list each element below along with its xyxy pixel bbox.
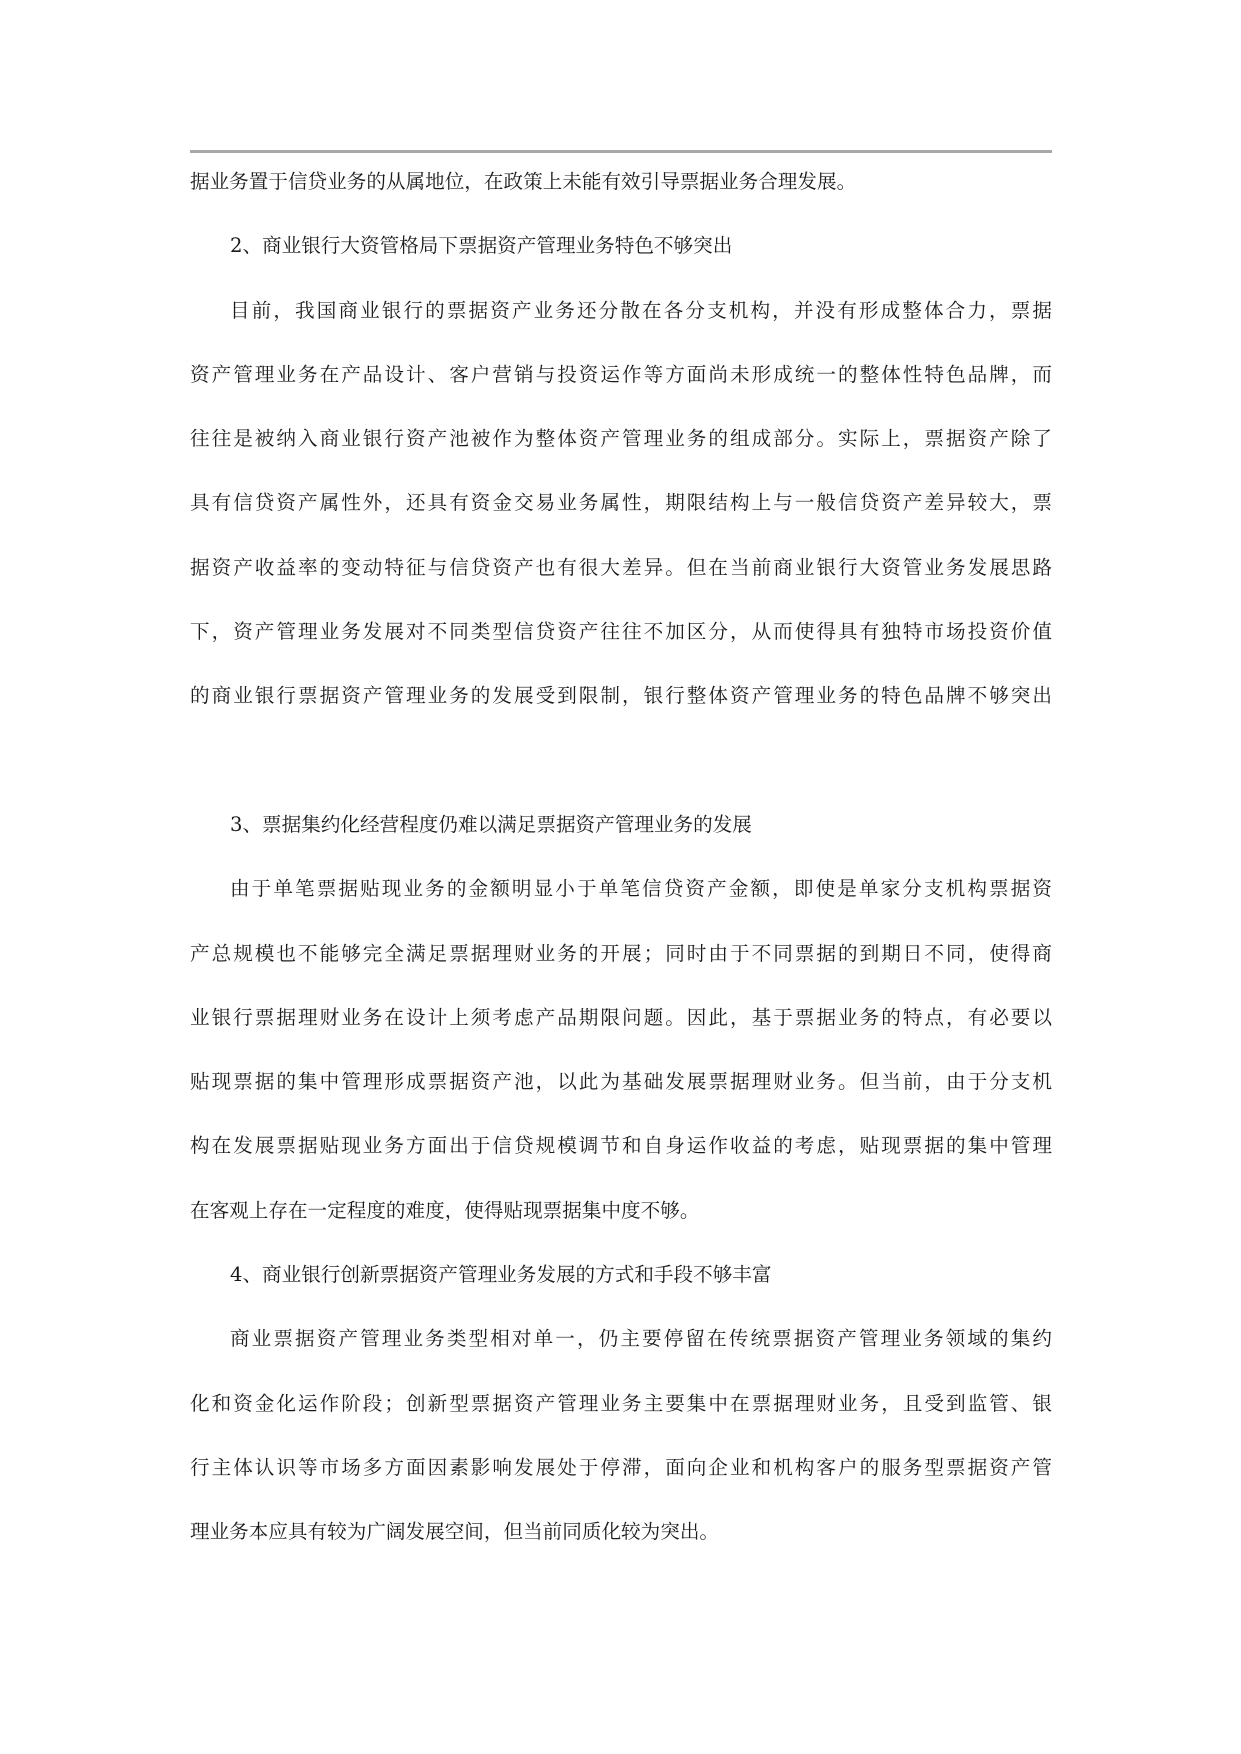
paragraph-line: 往往是被纳入商业银行资产池被作为整体资产管理业务的组成部分。实际上，票据资产除了 — [190, 427, 1052, 451]
section-heading-3: 3、票据集约化经营程度仍难以满足票据资产管理业务的发展 — [230, 812, 752, 836]
paragraph-line: 贴现票据的集中管理形成票据资产池，以此为基础发展票据理财业务。但当前，由于分支机 — [190, 1070, 1052, 1094]
paragraph-line: 的商业银行票据资产管理业务的发展受到限制，银行整体资产管理业务的特色品牌不够突出 — [190, 684, 1052, 708]
paragraph-line: 据业务置于信贷业务的从属地位，在政策上未能有效引导票据业务合理发展。 — [190, 170, 857, 193]
paragraph-line: 化和资金化运作阶段；创新型票据资产管理业务主要集中在票据理财业务，且受到监管、银 — [190, 1391, 1052, 1415]
paragraph-line: 在客观上存在一定程度的难度，使得贴现票据集中度不够。 — [190, 1198, 700, 1222]
body-text — [190, 163, 1052, 1578]
paragraph-line: 构在发展票据贴现业务方面出于信贷规模调节和自身运作收益的考虑，贴现票据的集中管理 — [190, 1134, 1052, 1158]
paragraph-line: 据资产收益率的变动特征与信贷资产也有很大差异。但在当前商业银行大资管业务发展思路 — [190, 555, 1052, 579]
paragraph-line: 由于单笔票据贴现业务的金额明显小于单笔信贷资产金额，即使是单家分支机构票据资 — [230, 877, 1052, 901]
section-heading-2: 2、商业银行大资管格局下票据资产管理业务特色不够突出 — [230, 234, 733, 258]
section-heading-4: 4、商业银行创新票据资产管理业务发展的方式和手段不够丰富 — [230, 1263, 772, 1287]
paragraph-line: 下，资产管理业务发展对不同类型信贷资产往往不加区分，从而使得具有独特市场投资价值 — [190, 620, 1052, 644]
header-rule — [190, 150, 1052, 153]
paragraph-line: 资产管理业务在产品设计、客户营销与投资运作等方面尚未形成统一的整体性特色品牌，而 — [190, 362, 1052, 386]
paragraph-line: 理业务本应具有较为广阔发展空间，但当前同质化较为突出。 — [190, 1520, 720, 1544]
paragraph-line: 具有信贷资产属性外，还具有资金交易业务属性，期限结构上与一般信贷资产差异较大，票 — [190, 491, 1052, 515]
paragraph-line: 行主体认识等市场多方面因素影响发展处于停滞，面向企业和机构客户的服务型票据资产管 — [190, 1455, 1052, 1479]
paragraph-line: 产总规模也不能够完全满足票据理财业务的开展；同时由于不同票据的到期日不同，使得商 — [190, 941, 1052, 965]
paragraph-line: 商业票据资产管理业务类型相对单一，仍主要停留在传统票据资产管理业务领域的集约 — [230, 1327, 1052, 1351]
paragraph-spacer — [190, 742, 1052, 806]
paragraph-line: 业银行票据理财业务在设计上须考虑产品期限问题。因此，基于票据业务的特点，有必要以 — [190, 1005, 1052, 1029]
paragraph-line: 目前，我国商业银行的票据资产业务还分散在各分支机构，并没有形成整体合力，票据 — [230, 298, 1052, 322]
